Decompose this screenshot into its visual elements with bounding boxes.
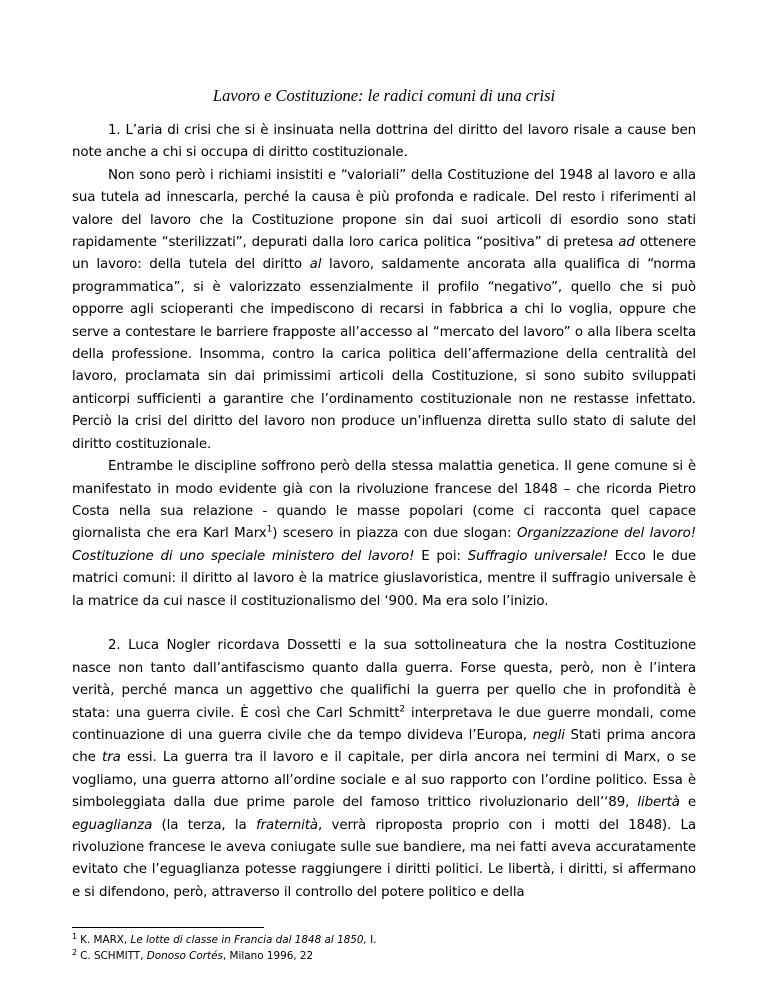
paragraph-1-1: 1. L’aria di crisi che si è insinuata nella dottrina del diritto del lavoro risale a cause ben note anche a chi si occupa di diritto costituzionale. [72,123,696,161]
paragraph-2-1: 2. Luca Nogler ricordava Dossetti e la sua sottolineatura che la nostra Costituzione nasce non tanto dall’antifascismo quanto dalla guerra. Forse questa, però, non è l’intera verità, perché manca un aggettivo che qualifichi la guerra per quello che in profondità è stata: una guerra civile. È così che Carl Schmitt$^2$ interpretava le due guerre mondali, come continuazione di una guerra civile che da tempo divideva l’Europa, negli Stati prima ancora che tra essi. La guerra tra il lavoro e il capitale, per dirla ancora nei termini di Marx, o se vogliamo, una guerra attorno all’ordine sociale e al suo rapporto con l’ordine politico. Essa è simboleggiata dalla due prime parole del famoso trittico rivoluzionario dell’‘89, libertà e eguaglianza (la terza, la fraternità, verrà riproposta proprio con i motti del 1848). La rivoluzione francese le aveva coniugate sulle sue bandiere, ma nei fatti aveva accuratamente evitato che l’eguaglianza potesse raggiungere i diritti politici. Le libertà, i diritti, si affermano e si difendono, però, attraverso il controllo del potere politico e della [72,638,697,900]
paragraph-1-3: Entrambe le discipline soffrono però della stessa malattia genetica. Il gene comune si è manifestato in modo evidente già con la rivoluzione francese del 1848 – che ricorda Pietro Costa nella sua relazione - quando le masse popolari (come ci racconta quel capace giornalista che era Karl Marx$^1$) scesero in piazza con due slogan: Organizzazione del lavoro! Costituzione di uno speciale ministero del lavoro! E poi: Suffragio universale! Ecco le due matrici comuni: il diritto al lavoro è la matrice giuslavoristica, mentre il suffragio universale è la matrice da cui nasce il costituzionalismo del ‘900. Ma era solo l’inizio. [72,459,697,609]
footnote-ref-2: 2 [399,704,406,715]
page-title: Lavoro e Costituzione: le radici comuni di una crisi [212,86,556,105]
footnote-ref-1: 1 [266,524,273,535]
footnotes [72,932,696,964]
footnote-separator [72,927,264,928]
footnote-2: $^2$ C. SCHMITT, Donoso Cortés, Milano 1996, 22 [72,947,314,962]
body-text [72,120,696,904]
footnote-1: $^1$ K. MARX, Le lotte di classe in Francia dal 1848 al 1850, I. [72,931,377,946]
paragraph-1-2: Non sono però i richiami insistiti e “valoriali” della Costituzione del 1948 al lavoro e alla sua tutela ad innescarla, perché la causa è più profonda e radicale. Del resto i riferimenti al valore del lavoro che la Costituzione propone sin dai suoi articoli di esordio sono stati rapidamente “sterilizzati”, depurati dalla loro carica politica “positiva” di pretesa ad ottenere un lavoro: della tutela del diritto al lavoro, saldamente ancorata alla qualifica di “norma programmatica”, si è valorizzato essenzialmente il profilo “negativo”, quello che si può opporre agli scioperanti che impediscono di recarsi in fabbrica a chi lo voglia, oppure che serve a contestare le barriere frapposte all’accesso al “mercato del lavoro” o alla libera scelta della professione. Insomma, contro la carica politica dell’affermazione della centralità del lavoro, proclamata sin dai primissimi articoli della Costituzione, si sono subito sviluppati anticorpi sufficienti a garantire che l’ordinamento costituzionale non ne restasse infettato. Perciò la crisi del diritto del lavoro non produce un’influenza diretta sullo stato di salute del diritto costituzionale. [72,167,697,452]
